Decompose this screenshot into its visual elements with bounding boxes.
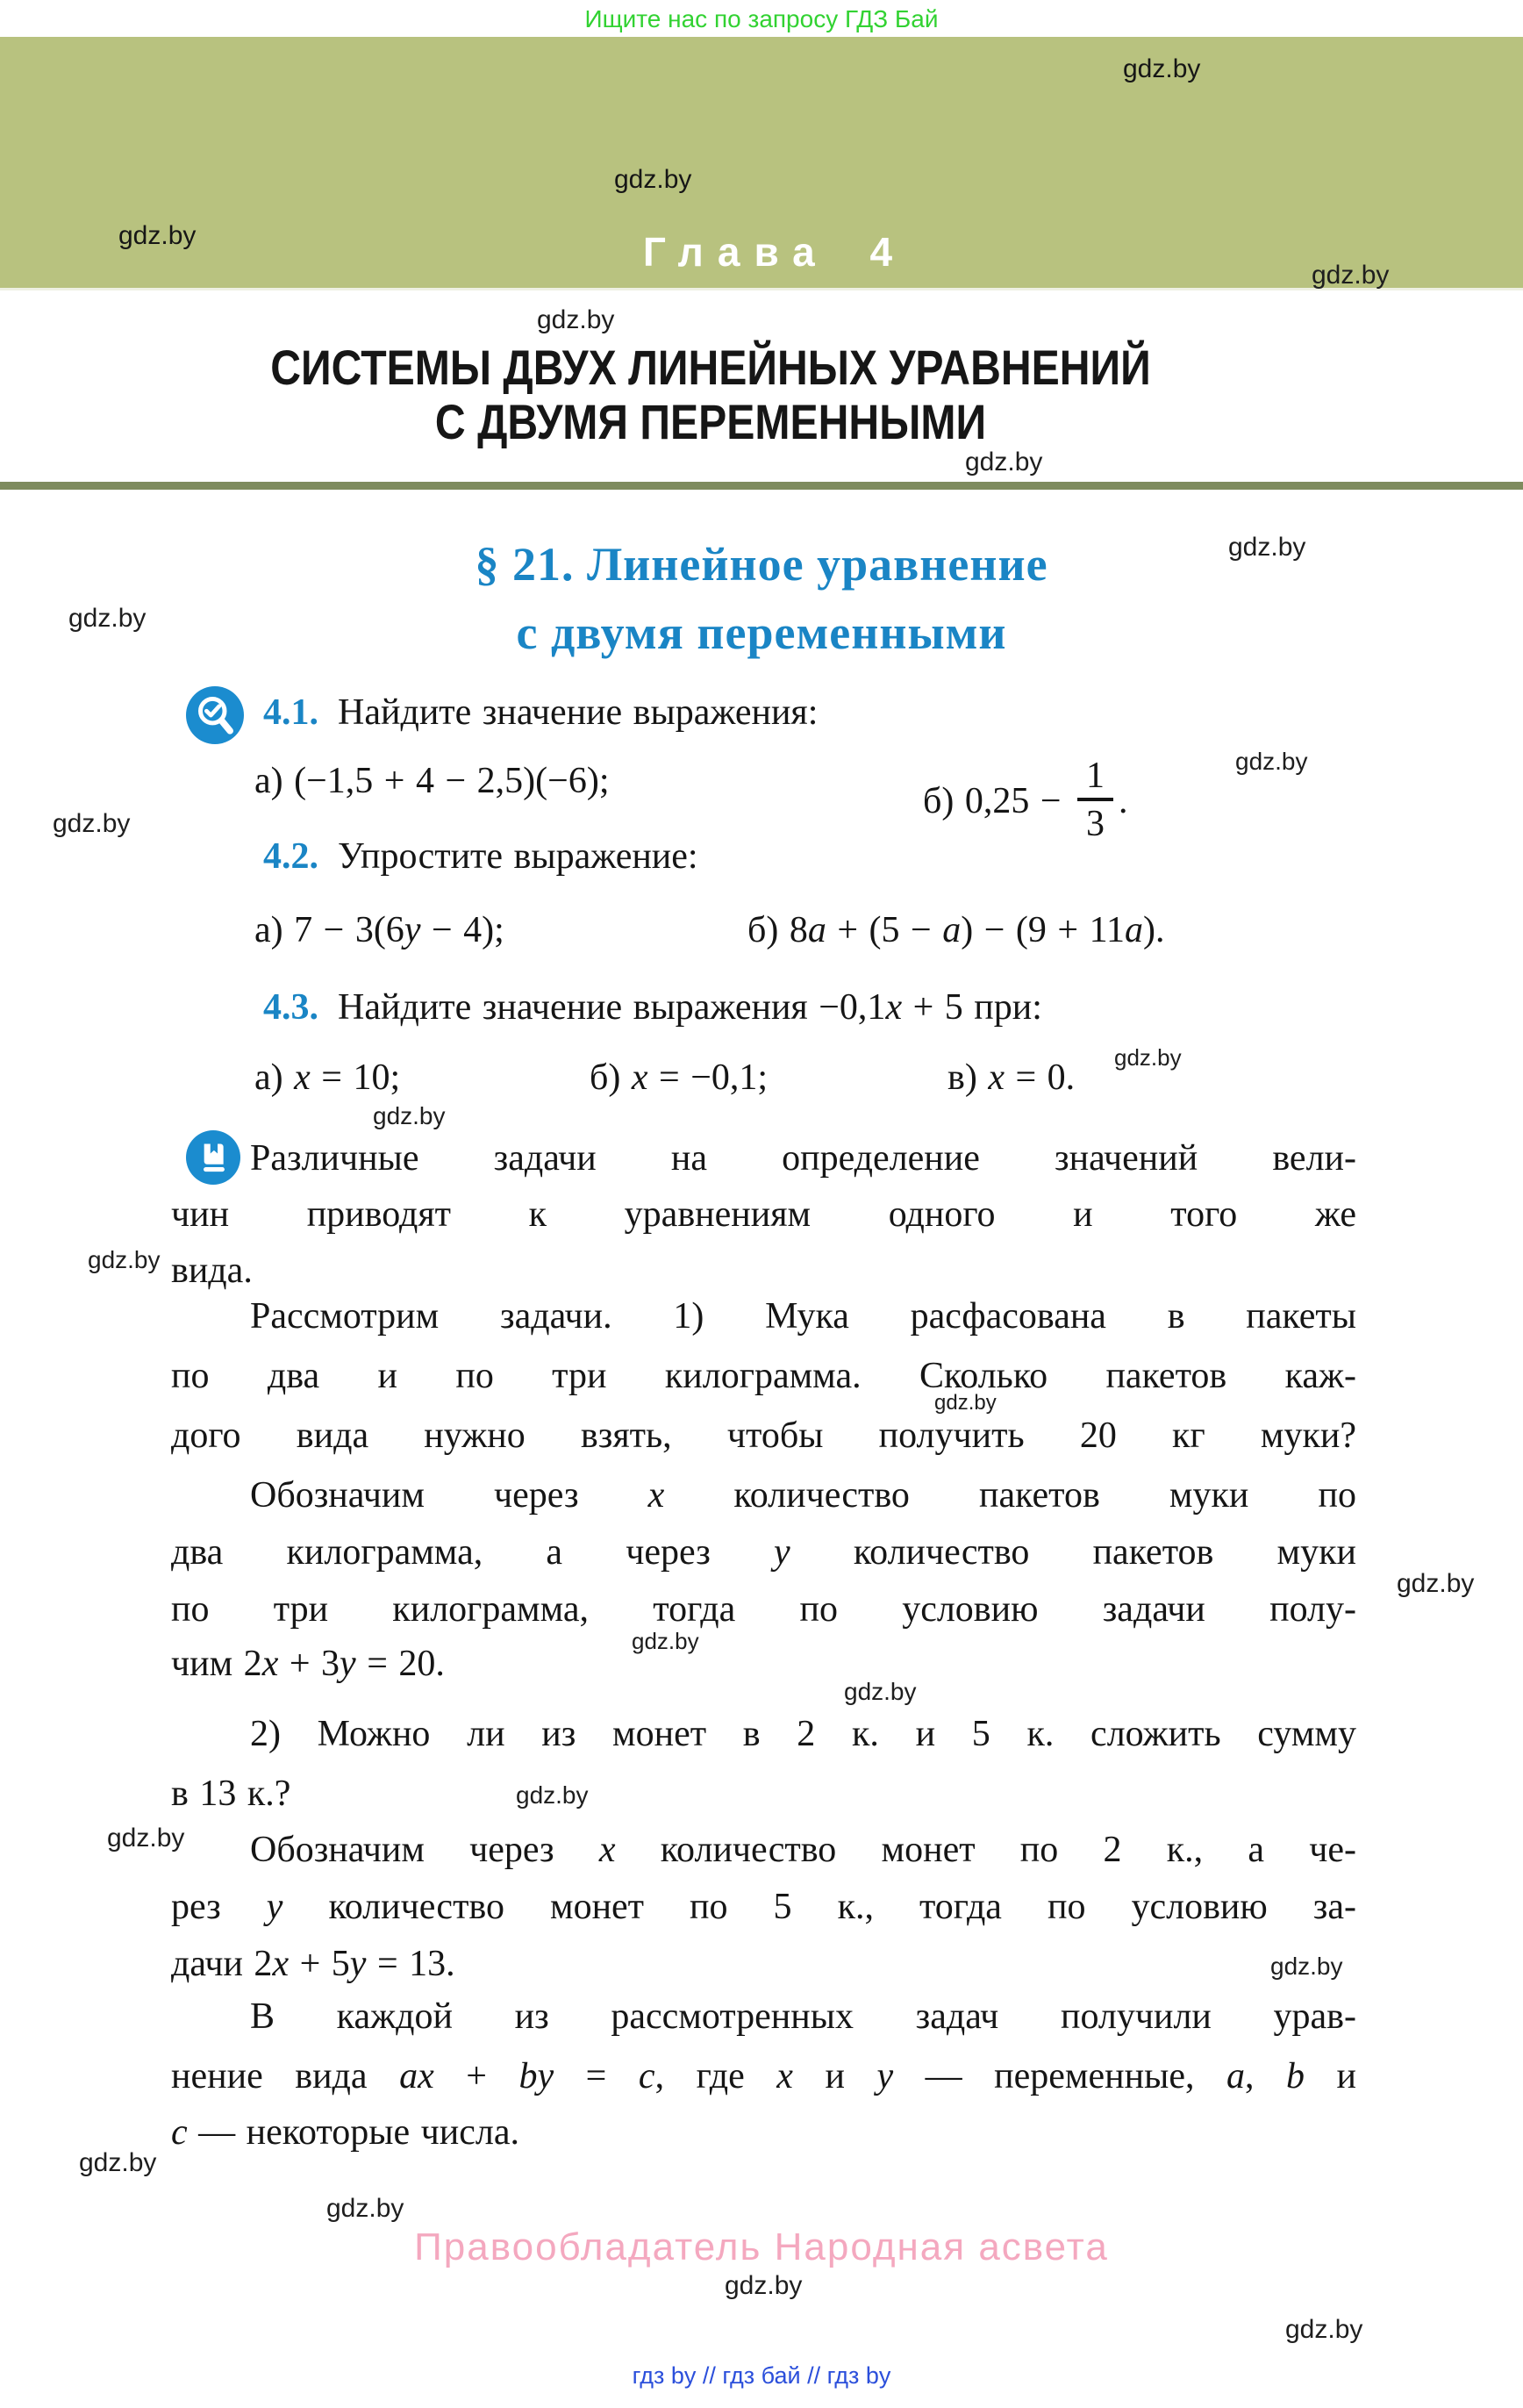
problem-4-3-header bbox=[263, 983, 1042, 1032]
problem-4-3-item-c: в) x = 0. bbox=[947, 1057, 1076, 1098]
paragraph-task2-line2: в 13 к.? bbox=[171, 1774, 291, 1814]
paragraph-task2-line1: 2) Можно ли из монет в 2 к. и 5 к. сложить сумму bbox=[250, 1714, 1356, 1754]
book-icon bbox=[186, 1130, 240, 1185]
gdz-watermark: gdz.by bbox=[53, 809, 131, 838]
gdz-watermark: gdz.by bbox=[632, 1628, 699, 1654]
chapter-title bbox=[99, 340, 1321, 449]
problem-4-3-statement: Найдите значение выражения −0,1x + 5 при: bbox=[338, 987, 1042, 1028]
gdz-watermark: gdz.by bbox=[88, 1246, 161, 1273]
paragraph-task1-line2: по два и по три килограмма. Сколько пакетов каж- bbox=[171, 1356, 1356, 1396]
gdz-watermark: gdz.by bbox=[326, 2194, 404, 2223]
paragraph-intro-line2: чин приводят к уравнениям одного и того же bbox=[171, 1194, 1356, 1235]
problem-4-3-item-a: а) x = 10; bbox=[254, 1057, 401, 1098]
gdz-watermark: gdz.by bbox=[79, 2148, 157, 2177]
gdz-watermark: gdz.by bbox=[934, 1391, 997, 1415]
gdz-watermark: gdz.by bbox=[68, 604, 147, 633]
paragraph-intro-line3: вида. bbox=[171, 1251, 253, 1291]
search-banner: Ищите нас по запросу ГДЗ Бай bbox=[0, 0, 1523, 37]
chapter-title-line1: СИСТЕМЫ ДВУХ ЛИНЕЙНЫХ УРАВНЕНИЙ bbox=[270, 340, 1151, 395]
section-heading-line2: с двумя переменными bbox=[516, 606, 1007, 659]
gdz-watermark: gdz.by bbox=[725, 2271, 803, 2300]
paragraph-task1-line3: дого вида нужно взять, чтобы получить 20 кг муки? bbox=[171, 1415, 1356, 1456]
gdz-watermark: gdz.by bbox=[1114, 1044, 1182, 1071]
problem-4-3-number: 4.3. bbox=[263, 987, 318, 1028]
problem-4-2-number: 4.2. bbox=[263, 836, 318, 877]
divider-rule bbox=[0, 482, 1523, 490]
paragraph-task1-line1: Рассмотрим задачи. 1) Мука расфасована в пакеты bbox=[250, 1296, 1356, 1337]
problem-4-2-item-a: а) 7 − 3(6y − 4); bbox=[254, 910, 504, 950]
problem-4-2-header bbox=[263, 832, 698, 881]
gdz-watermark: gdz.by bbox=[516, 1781, 589, 1809]
paragraph-conclusion-line2: нение вида ax + by = c, где x и y — переменные, a, b и bbox=[171, 2056, 1357, 2096]
paragraph-task2-line5: дачи 2x + 5y = 13. bbox=[171, 1944, 455, 1984]
paragraph-conclusion-line3: c — некоторые числа. bbox=[171, 2112, 519, 2153]
problem-4-1-statement: Найдите значение выражения: bbox=[338, 692, 819, 733]
gdz-watermark: gdz.by bbox=[965, 448, 1043, 477]
gdz-watermark: gdz.by bbox=[614, 165, 692, 194]
gdz-watermark: gdz.by bbox=[1123, 54, 1201, 83]
problem-4-2-item-b: б) 8a + (5 − a) − (9 + 11a). bbox=[747, 910, 1165, 950]
problem-4-2-statement: Упростите выражение: bbox=[338, 836, 698, 877]
problem-4-1-header bbox=[263, 688, 818, 737]
gdz-watermark: gdz.by bbox=[107, 1824, 185, 1853]
gdz-watermark: gdz.by bbox=[373, 1102, 446, 1129]
gdz-watermark: gdz.by bbox=[1285, 2315, 1363, 2344]
chapter-label: Глава 4 bbox=[642, 229, 907, 275]
paragraph-task1-line7: чим 2x + 3y = 20. bbox=[171, 1644, 445, 1684]
paragraph-task1-line6: по три килограмма, тогда по условию задачи полу- bbox=[171, 1589, 1356, 1630]
section-heading-line1: § 21. Линейное уравнение bbox=[475, 538, 1048, 591]
problem-4-1-item-b: б) 0,25 − $\frac{1}{3}$ . bbox=[923, 756, 1128, 845]
gdz-watermark: gdz.by bbox=[118, 221, 197, 250]
magnifier-check-icon bbox=[186, 686, 244, 744]
chapter-banner bbox=[0, 37, 1523, 290]
gdz-watermark: gdz.by bbox=[844, 1678, 917, 1705]
problem-4-1-item-a: а) (−1,5 + 4 − 2,5)(−6); bbox=[254, 761, 610, 801]
paragraph-intro-line1: Различные задачи на определение значений вели- bbox=[250, 1138, 1356, 1179]
problem-4-3-item-b: б) x = −0,1; bbox=[590, 1057, 769, 1098]
gdz-watermark: gdz.by bbox=[537, 305, 615, 334]
paragraph-task1-line4: Обозначим через x количество пакетов муки по bbox=[250, 1475, 1356, 1516]
gdz-watermark: gdz.by bbox=[1397, 1569, 1475, 1598]
paragraph-conclusion-line1: В каждой из рассмотренных задач получили урав- bbox=[250, 1996, 1356, 2037]
gdz-watermark: gdz.by bbox=[1312, 261, 1390, 290]
paragraph-task2-line3: Обозначим через x количество монет по 2 к., а че- bbox=[250, 1830, 1356, 1870]
footer-links: гдз by // гдз бай // гдз by bbox=[632, 2362, 891, 2389]
gdz-watermark: gdz.by bbox=[1228, 533, 1306, 562]
fraction: $\frac{1}{3}$ bbox=[1077, 756, 1113, 843]
paragraph-task1-line5: два килограмма, а через y количество пакетов муки bbox=[171, 1532, 1356, 1573]
gdz-watermark: gdz.by bbox=[1270, 1953, 1343, 1980]
copyright-notice: Правообладатель Народная асвета bbox=[414, 2225, 1109, 2268]
paragraph-task2-line4: рез y количество монет по 5 к., тогда по условию за- bbox=[171, 1887, 1356, 1927]
problem-4-1-number: 4.1. bbox=[263, 692, 318, 733]
chapter-title-line2: С ДВУМЯ ПЕРЕМЕННЫМИ bbox=[434, 394, 987, 449]
gdz-watermark: gdz.by bbox=[1235, 748, 1308, 775]
